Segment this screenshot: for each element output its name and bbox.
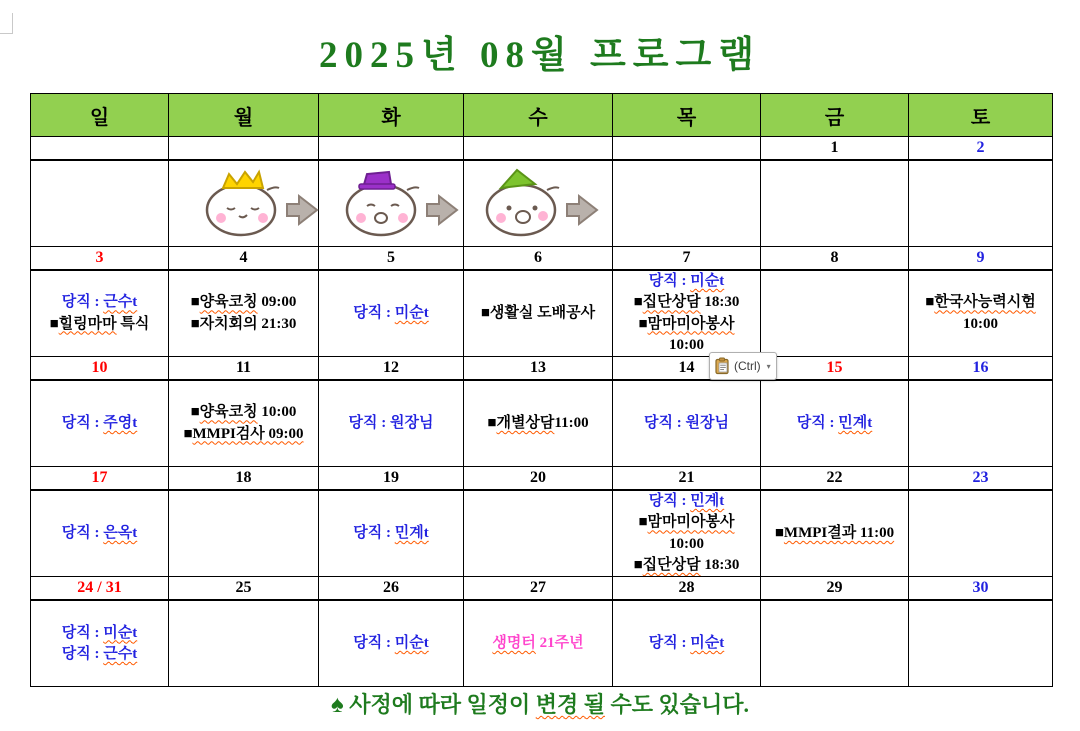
date-cell-fri[interactable]: 29 (761, 577, 909, 601)
spellcheck-underlined-text: 미순t (690, 273, 725, 289)
schedule-cell-fri[interactable] (761, 270, 909, 357)
date-cell-mon[interactable]: 18 (169, 467, 319, 491)
event-line: ■맘마미아봉사 (638, 315, 735, 332)
date-cell-wed[interactable] (464, 137, 613, 161)
spellcheck-underlined-text: 양육코칭 (199, 294, 258, 311)
spellcheck-underlined-text: 민계t (394, 525, 429, 542)
event-line: ■MMPI검사 09:00 (183, 425, 304, 442)
date-cell-thu[interactable]: 21 (613, 467, 761, 491)
schedule-cell-sat[interactable] (909, 380, 1053, 467)
date-cell-sun[interactable]: 3 (31, 247, 169, 271)
week-1-date-row (31, 137, 1053, 161)
spellcheck-underlined-text: 주영t (103, 415, 138, 432)
spellcheck-underlined-text: 근수t (103, 294, 138, 311)
date-cell-fri[interactable]: 22 (761, 467, 909, 491)
date-cell-tue[interactable] (319, 137, 464, 161)
date-cell-fri[interactable]: 15 (761, 357, 909, 381)
spellcheck-underlined-text: 맘마미아봉사 (647, 514, 735, 531)
schedule-cell-sat[interactable] (909, 490, 1053, 577)
date-cell-thu[interactable] (613, 137, 761, 161)
paste-options-dropdown-arrow[interactable]: ▾ (766, 361, 771, 371)
arrow-icon (427, 196, 457, 224)
character-purple-hat (347, 172, 419, 235)
date-cell-sat[interactable]: 30 (909, 577, 1053, 601)
week-4-content-row (31, 490, 1053, 577)
event-line: 당직 : 민계t (353, 525, 429, 542)
date-cell-sat[interactable]: 23 (909, 467, 1053, 491)
schedule-cell-mon[interactable] (169, 490, 319, 577)
footer-text-wavy: 변경 될 (535, 692, 606, 717)
spellcheck-underlined-text: 미순t (394, 304, 429, 321)
date-cell-mon[interactable]: 4 (169, 247, 319, 271)
weekday-header-tue: 화 (319, 94, 464, 137)
spellcheck-underlined-text: 은옥t (103, 525, 138, 542)
week-3-content-row (31, 380, 1053, 467)
schedule-cell-thu[interactable] (613, 600, 761, 687)
weekday-header-sat: 토 (909, 94, 1053, 137)
arrow-icon (287, 196, 317, 224)
schedule-cell-fri[interactable] (761, 380, 909, 467)
schedule-cell-wed[interactable] (464, 380, 613, 467)
date-cell-sun[interactable]: 10 (31, 357, 169, 381)
week-4-date-row (31, 467, 1053, 491)
week-2-content-row (31, 270, 1053, 357)
event-line: 당직 : 주영t (61, 415, 138, 432)
schedule-cell-sun[interactable] (31, 600, 169, 687)
date-cell-wed[interactable]: 6 (464, 247, 613, 271)
schedule-cell-sun[interactable] (31, 160, 169, 247)
event-line: ■개별상담11:00 (487, 415, 589, 432)
weekday-header-mon: 월 (169, 94, 319, 137)
date-cell-sun[interactable]: 24 / 31 (31, 577, 169, 601)
schedule-cell-wed[interactable] (464, 490, 613, 577)
event-line: ■한국사능력시험 (925, 294, 1036, 311)
spellcheck-underlined-text: 개별상담 (496, 415, 555, 432)
schedule-cell-mon[interactable] (169, 380, 319, 467)
schedule-cell-sun[interactable] (31, 380, 169, 467)
date-cell-sun[interactable] (31, 137, 169, 161)
weekday-header-wed: 수 (464, 94, 613, 137)
spellcheck-underlined-text: 민계t (690, 493, 725, 510)
event-line: 당직 : 민계t (796, 415, 873, 432)
schedule-cell-sat[interactable] (909, 160, 1053, 247)
schedule-cell-tue[interactable] (319, 380, 464, 467)
event-line: 당직 : 미순t (353, 635, 429, 652)
date-cell-sat[interactable]: 9 (909, 247, 1053, 271)
spellcheck-underlined-text: 한국사능력시험 (934, 294, 1036, 311)
event-line: ■힐링마마 특식 (49, 315, 150, 332)
date-cell-wed[interactable]: 27 (464, 577, 613, 601)
date-cell-mon[interactable] (169, 137, 319, 161)
week-2-date-row (31, 247, 1053, 271)
weekday-header-sun: 일 (31, 94, 169, 137)
footer-text-post: 수도 있습니다. (605, 692, 750, 717)
event-line: 당직 : 미순t (648, 635, 725, 652)
spade-icon: ♠ (330, 692, 344, 718)
week-3-date-row (31, 357, 1053, 381)
event-line: 당직 : 은옥t (61, 525, 138, 542)
schedule-cell-thu[interactable] (613, 270, 761, 357)
event-line: ■집단상담 18:30 (633, 557, 740, 574)
event-line: 당직 : 미순t (353, 304, 429, 321)
schedule-cell-sun[interactable] (31, 490, 169, 577)
date-cell-sat[interactable]: 16 (909, 357, 1053, 381)
date-cell-wed[interactable]: 20 (464, 467, 613, 491)
spellcheck-underlined-text: 근수t (103, 645, 138, 662)
character-green-hat (487, 170, 559, 235)
schedule-cell-fri[interactable] (761, 490, 909, 577)
event-line: 당직 : 근수t (61, 645, 138, 662)
schedule-cell-tue[interactable] (319, 490, 464, 577)
date-cell-tue[interactable]: 5 (319, 247, 464, 271)
spellcheck-underlined-text: 미순t (394, 635, 429, 652)
date-cell-fri[interactable]: 8 (761, 247, 909, 271)
spellcheck-underlined-text: 미순t (690, 635, 725, 652)
characters-image[interactable] (183, 166, 605, 240)
event-line: 생명터 21주년 (492, 635, 584, 652)
event-line: ■자치회의 21:30 (190, 315, 297, 332)
event-line: 10:00 (669, 535, 704, 552)
spellcheck-underlined-text: 집단상담 (642, 294, 701, 311)
event-line: ■맘마미아봉사 (638, 514, 735, 531)
footer-text-pre: 사정에 따라 일정이 (343, 692, 536, 717)
event-line: 당직 : 미순t (648, 273, 725, 289)
schedule-cell-sat[interactable] (909, 600, 1053, 687)
date-cell-sat[interactable]: 2 (909, 137, 1053, 161)
date-cell-wed[interactable]: 13 (464, 357, 613, 381)
schedule-cell-wed[interactable] (464, 600, 613, 687)
schedule-cell-tue[interactable] (319, 270, 464, 357)
spellcheck-underlined-text: 생명터 (492, 635, 536, 652)
schedule-cell-thu[interactable] (613, 160, 761, 247)
event-line: ■집단상담 18:30 (633, 294, 740, 311)
footer-note (0, 688, 1080, 719)
spellcheck-underlined-text: 민계t (838, 415, 873, 432)
schedule-cell-mon[interactable] (169, 600, 319, 687)
event-line: 당직 : 근수t (61, 294, 138, 311)
spellcheck-underlined-text: MMPI결과 11:00 (783, 525, 895, 542)
spellcheck-underlined-text: MMPI검사 09:00 (192, 425, 304, 442)
date-cell-tue[interactable]: 12 (319, 357, 464, 381)
event-line: 10:00 (963, 315, 998, 332)
event-line: 10:00 (669, 336, 704, 353)
event-line: 당직 : 민계t (648, 493, 725, 510)
schedule-cell-mon[interactable] (169, 270, 319, 357)
paste-options-button[interactable] (709, 352, 777, 380)
event-line: ■양육코칭 10:00 (190, 404, 297, 421)
date-cell-mon[interactable]: 11 (169, 357, 319, 381)
event-line: ■양육코칭 09:00 (190, 294, 297, 311)
event-line: ■생활실 도배공사 (480, 304, 596, 321)
clipboard-icon (714, 357, 730, 375)
schedule-cell-tue[interactable] (319, 600, 464, 687)
event-line: 당직 : 원장님 (644, 415, 729, 432)
paste-options-label: (Ctrl) (734, 359, 761, 373)
arrow-icon (567, 196, 597, 224)
date-cell-mon[interactable]: 25 (169, 577, 319, 601)
schedule-cell-fri[interactable] (761, 600, 909, 687)
event-line: 당직 : 미순t (61, 624, 138, 641)
schedule-cell-sat[interactable] (909, 270, 1053, 357)
spellcheck-underlined-text: 힐링마마 (58, 315, 117, 332)
schedule-cell-sun[interactable] (31, 270, 169, 357)
spellcheck-underlined-text: 미순t (103, 624, 138, 641)
date-cell-thu[interactable]: 14 (613, 357, 761, 381)
date-cell-sun[interactable]: 17 (31, 467, 169, 491)
week-5-content-row (31, 600, 1053, 687)
week-5-date-row (31, 577, 1053, 601)
date-cell-thu[interactable]: 7 (613, 247, 761, 271)
spellcheck-underlined-text: 양육코칭 (199, 404, 258, 421)
date-cell-tue[interactable]: 26 (319, 577, 464, 601)
event-line: ■MMPI결과 11:00 (774, 525, 895, 542)
schedule-cell-thu[interactable] (613, 380, 761, 467)
page-title: 2025년 08월 프로그램 (319, 35, 761, 76)
date-cell-fri[interactable]: 1 (761, 137, 909, 161)
schedule-cell-wed[interactable] (464, 270, 613, 357)
spellcheck-underlined-text: 맘마미아봉사 (647, 315, 735, 332)
schedule-cell-thu[interactable] (613, 490, 761, 577)
event-line: 당직 : 원장님 (348, 415, 434, 432)
weekday-header-thu: 목 (613, 94, 761, 137)
spellcheck-underlined-text: 집단상담 (642, 557, 701, 574)
date-cell-tue[interactable]: 19 (319, 467, 464, 491)
weekday-header-fri: 금 (761, 94, 909, 137)
character-crown (207, 172, 279, 235)
schedule-cell-fri[interactable] (761, 160, 909, 247)
weekday-header-row (31, 94, 1053, 137)
date-cell-thu[interactable]: 28 (613, 577, 761, 601)
